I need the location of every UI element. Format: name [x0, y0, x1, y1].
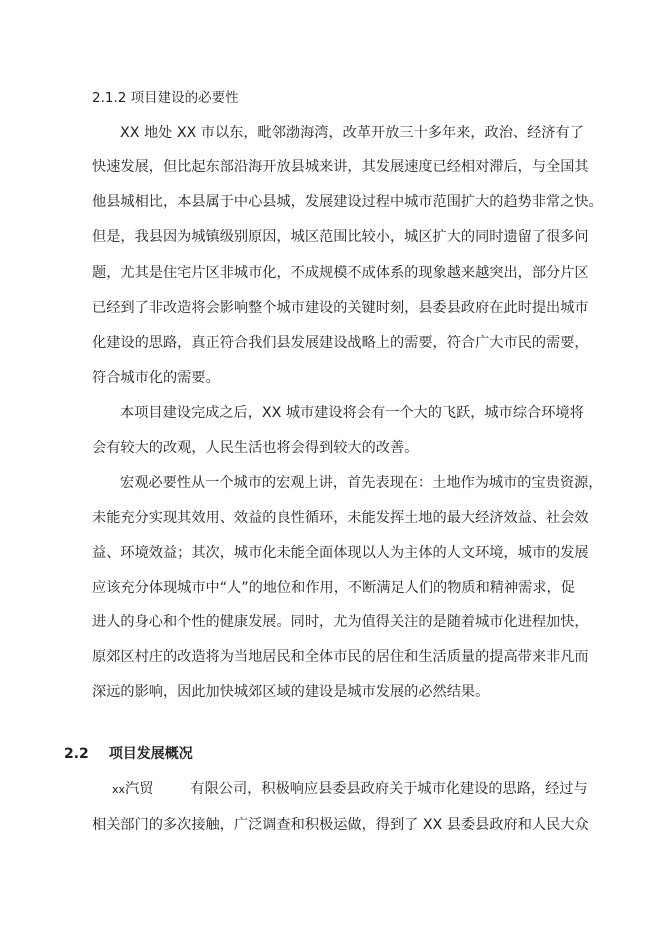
- company-prefix: xx: [112, 783, 126, 796]
- paragraph-line: 应该充分体现城市中“人”的地位和作用，不断满足人们的物质和精神需求，促: [92, 580, 575, 596]
- paragraph-line: 化建设的思路，真正符合我们县发展建设战略上的需要，符合广大市民的需要，: [92, 335, 589, 351]
- paragraph-line: 未能充分实现其效用、效益的良性循环，未能发挥土地的最大经济效益、社会效: [92, 510, 589, 526]
- section-number: 2.2: [64, 746, 89, 762]
- section-title: 项目发展概况: [108, 746, 193, 762]
- section-heading-2-2: [64, 745, 193, 763]
- paragraph-line: 符合城市化的需要。: [92, 370, 220, 386]
- paragraph-line: 深远的影响，因此加快城郊区域的建设是城市发展的必然结果。: [92, 684, 490, 700]
- paragraph-line: 进人的身心和个性的健康发展。同时，尤为值得关注的是随着城市化进程加快，: [92, 614, 589, 630]
- paragraph-line: 宏观必要性从一个城市的宏观上讲，首先表现在：土地作为城市的宝贵资源，: [120, 475, 603, 491]
- paragraph-line: 已经到了非改造将会影响整个城市建设的关键时刻，县委县政府在此时提出城市: [92, 300, 589, 316]
- paragraph-line: [112, 780, 588, 799]
- paragraph-line: 会有较大的改观，人民生活也将会得到较大的改善。: [92, 440, 419, 456]
- paragraph-text: 有限公司，积极响应县委县政府关于城市化建设的思路，经过与: [190, 781, 588, 797]
- section-heading-2-1-2: 2.1.2 项目建设的必要性: [92, 90, 239, 106]
- paragraph-line: 益、环境效益；其次，城市化未能全面体现以人为主体的人文环境，城市的发展: [92, 545, 589, 561]
- paragraph-line: 原郊区村庄的改造将为当地居民和全体市民的居住和生活质量的提高带来非凡而: [92, 649, 589, 665]
- paragraph-line: 他县城相比，本县属于中心县城，发展建设过程中城市范围扩大的趋势非常之快。: [92, 194, 603, 210]
- paragraph-line: 题，尤其是住宅片区非城市化，不成规模不成体系的现象越来越突出，部分片区: [92, 265, 589, 281]
- company-name: 汽贸: [125, 781, 154, 797]
- paragraph-line: 但是，我县因为城镇级别原因，城区范围比较小，城区扩大的同时遗留了很多问: [92, 229, 589, 245]
- paragraph-line: 本项目建设完成之后，XX 城市建设将会有一个大的飞跃，城市综合环境将: [120, 405, 584, 421]
- paragraph-line: 相关部门的多次接触，广泛调查和积极运做，得到了 XX 县委县政府和人民大众: [92, 817, 589, 833]
- paragraph-line: 快速发展，但比起东部沿海开放县城来讲，其发展速度已经相对滞后，与全国其: [92, 159, 589, 175]
- paragraph-line: XX 地处 XX 市以东，毗邻渤海湾，改革开放三十多年来，政治、经济有了: [120, 125, 584, 141]
